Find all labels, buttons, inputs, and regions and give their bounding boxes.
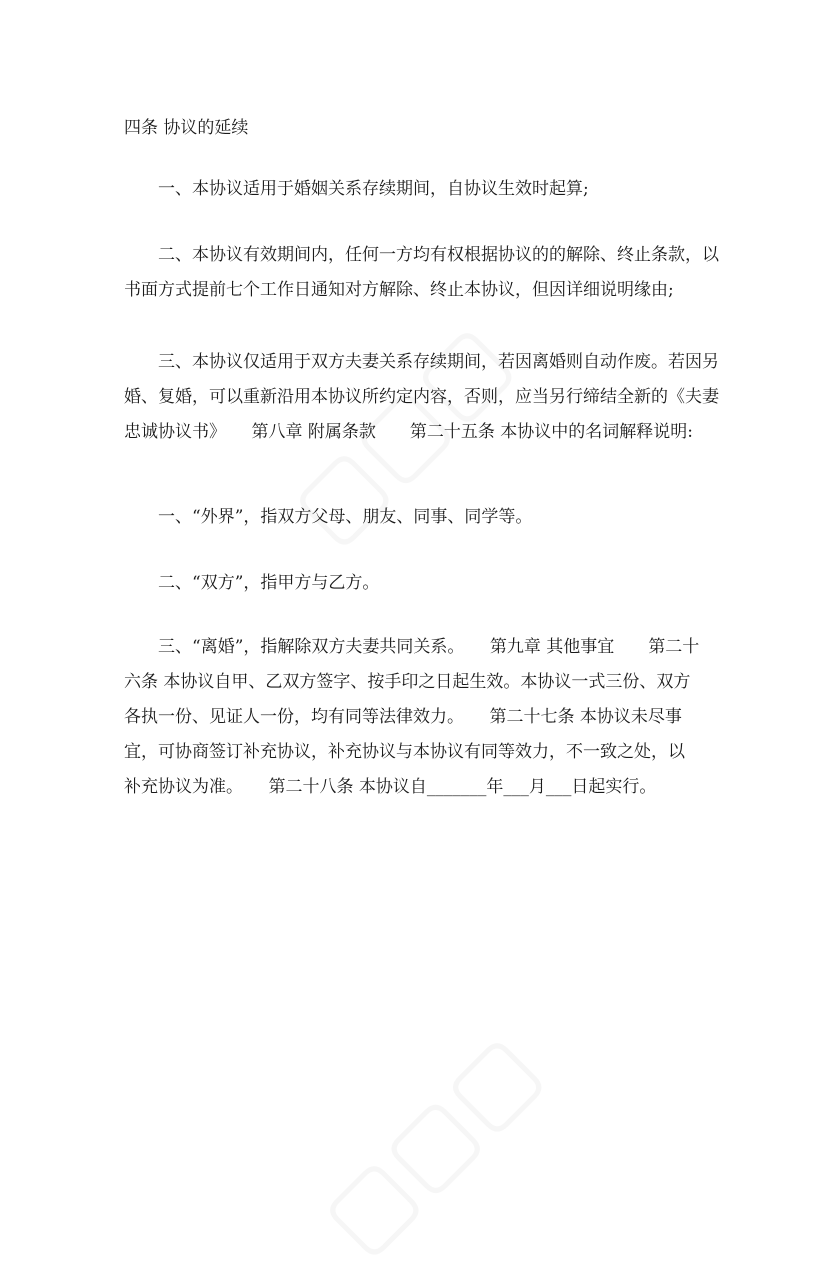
- paragraph-line: 各执一份、见证人一份，均有同等法律效力。 第二十七条 本协议未尽事: [124, 707, 682, 727]
- paragraph-line: 补充协议为准。 第二十八条 本协议自_______年___月___日起实行。: [124, 777, 657, 797]
- paragraph-line: 书面方式提前七个工作日通知对方解除、终止本协议，但因详细说明缘由;: [124, 280, 674, 300]
- paragraph-1: [124, 172, 712, 207]
- paragraph-line: 三、“离婚”，指解除双方夫妻共同关系。 第九章 其他事宜 第二十: [158, 637, 700, 657]
- paragraph-6: [124, 630, 712, 805]
- paragraph-4: [124, 500, 712, 535]
- paragraph-line: 宜，可协商签订补充协议，补充协议与本协议有同等效力，不一致之处，以: [124, 742, 685, 762]
- section-heading: 四条 协议的延续: [124, 118, 249, 138]
- watermark: [300, 1013, 560, 1273]
- paragraph-line: 二、本协议有效期间内，任何一方均有权根据协议的的解除、终止条款，以: [158, 245, 719, 265]
- paragraph-5: [124, 566, 712, 601]
- paragraph-2: [124, 238, 719, 308]
- paragraph-line: 一、本协议适用于婚姻关系存续期间，自协议生效时起算;: [158, 179, 589, 199]
- paragraph-line: 六条 本协议自甲、乙双方签字、按手印之日起生效。本协议一式三份、双方: [124, 672, 691, 692]
- paragraph-line: 一、“外界”，指双方父母、朋友、同事、同学等。: [158, 507, 533, 527]
- paragraph-line: 忠诚协议书》 第八章 附属条款 第二十五条 本协议中的名词解释说明:: [124, 422, 694, 442]
- paragraph-line: 三、本协议仅适用于双方夫妻关系存续期间，若因离婚则自动作废。若因另: [158, 352, 719, 372]
- paragraph-line: 婚、复婚，可以重新沿用本协议所约定内容，否则，应当另行缔结全新的《夫妻: [124, 387, 719, 407]
- paragraph-line: 二、“双方”，指甲方与乙方。: [158, 573, 380, 593]
- paragraph-3: [124, 345, 719, 450]
